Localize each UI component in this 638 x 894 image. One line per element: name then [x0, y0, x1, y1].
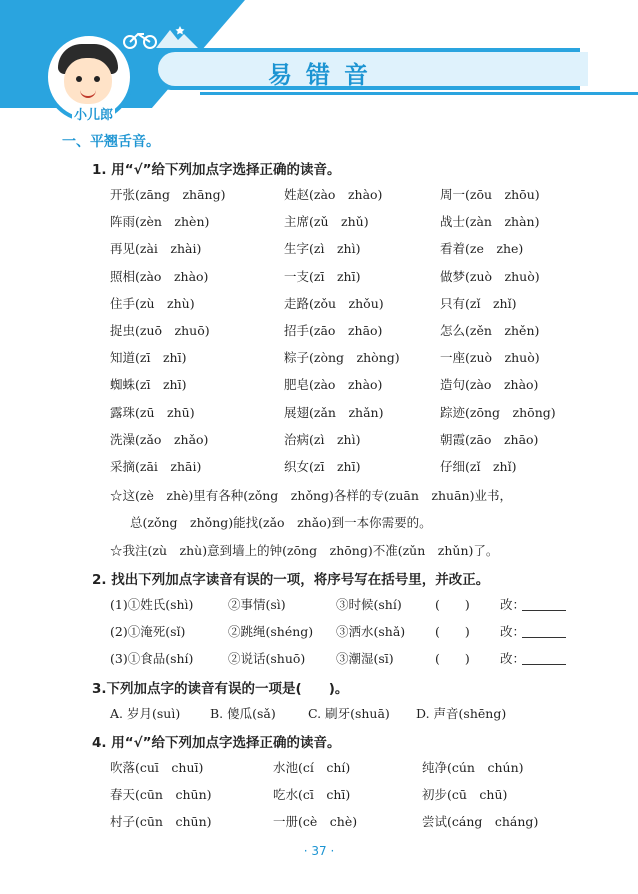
q1-item[interactable]: 走路(zǒu zhǒu)	[284, 295, 384, 311]
q4-item[interactable]: 村子(cūn chūn)	[110, 814, 212, 829]
question-1-prompt: 1. 用“√”给下列加点字选择正确的读音。	[92, 162, 341, 178]
q1-item[interactable]: 生字(zì zhì)	[284, 241, 361, 257]
q1-item[interactable]: 知道(zī zhī)	[110, 350, 187, 366]
q1-item[interactable]: 周一(zōu zhōu)	[440, 187, 540, 202]
q1-item[interactable]: 主席(zǔ zhǔ)	[284, 214, 369, 230]
q2-fix-blank[interactable]	[522, 663, 566, 665]
q2-option-a: (2)①淹死(sǐ)	[110, 624, 186, 639]
q1-item[interactable]: 采摘(zāi zhāi)	[110, 459, 202, 474]
q4-item[interactable]: 纯净(cún chún)	[422, 760, 524, 775]
q2-option-c: ③潮湿(sī)	[336, 651, 394, 666]
q3-option-c[interactable]: C. 刷牙(shuā)	[308, 706, 390, 721]
q4-item[interactable]: 一册(cè chè)	[273, 814, 358, 829]
q1-item[interactable]: 阵雨(zèn zhèn)	[110, 214, 210, 230]
bicycle-mountain-icon	[120, 24, 200, 50]
q2-option-b: ②事情(sì)	[228, 597, 286, 612]
q1-item[interactable]: 战士(zàn zhàn)	[440, 214, 540, 230]
q2-option-c: ③时候(shí)	[336, 597, 402, 612]
q1-item[interactable]: 治病(zì zhì)	[284, 431, 361, 447]
q1-item[interactable]: 织女(zī zhī)	[284, 459, 361, 474]
q4-item[interactable]: 春天(cūn chūn)	[110, 787, 212, 802]
q4-item[interactable]: 水池(cí chí)	[273, 760, 351, 775]
q4-item[interactable]: 尝试(cáng cháng)	[422, 814, 539, 829]
question-4-prompt: 4. 用“√”给下列加点字选择正确的读音。	[92, 735, 341, 751]
q1-item[interactable]: 洗澡(zǎo zhǎo)	[110, 431, 209, 447]
q1-item[interactable]: 只有(zǐ zhǐ)	[440, 295, 517, 311]
q1-item[interactable]: 粽子(zòng zhòng)	[284, 350, 400, 366]
header-divider	[200, 92, 638, 95]
q1-item[interactable]: 朝霞(zāo zhāo)	[440, 431, 539, 447]
q1-item[interactable]: 姓赵(zào zhào)	[284, 187, 383, 202]
q3-option-b[interactable]: B. 傻瓜(sǎ)	[210, 706, 276, 721]
q1-item[interactable]: 一座(zuò zhuò)	[440, 350, 540, 366]
q1-item[interactable]: 开张(zāng zhāng)	[110, 187, 226, 202]
q4-item[interactable]: 初步(cū chū)	[422, 787, 508, 802]
q1-item[interactable]: 再见(zài zhài)	[110, 241, 202, 257]
q2-fix-label: 改：	[500, 651, 526, 666]
q1-item[interactable]: 肥皂(zào zhào)	[284, 377, 383, 393]
q1-item[interactable]: 怎么(zěn zhěn)	[440, 323, 540, 338]
q1-item[interactable]: 蜘蛛(zī zhī)	[110, 377, 187, 393]
q2-answer-paren[interactable]: ( )	[435, 624, 470, 639]
q1-item[interactable]: 招手(zāo zhāo)	[284, 323, 383, 338]
q2-option-a: (3)①食品(shí)	[110, 651, 194, 666]
q1-item[interactable]: 照相(zào zhào)	[110, 268, 209, 284]
q1-item[interactable]: 做梦(zuò zhuò)	[440, 268, 540, 284]
page-number: · 37 ·	[303, 844, 335, 858]
section-title: 一、平翘舌音。	[62, 134, 160, 150]
q2-option-b: ②说话(shuō)	[228, 651, 306, 666]
question-1-sentence: ☆我注(zù zhù)意到墙上的钟(zōng zhōng)不准(zǔn zhǔn)了。	[110, 543, 499, 558]
q1-item[interactable]: 展翅(zǎn zhǎn)	[284, 404, 384, 420]
q1-item[interactable]: 踪迹(zōng zhōng)	[440, 404, 556, 420]
q2-answer-paren[interactable]: ( )	[435, 597, 470, 612]
q1-item[interactable]: 看着(ze zhe)	[440, 241, 524, 257]
q1-item[interactable]: 住手(zù zhù)	[110, 295, 195, 311]
q2-fix-label: 改：	[500, 624, 526, 639]
page-title: 易错音	[268, 61, 382, 89]
q2-option-c: ③洒水(shǎ)	[336, 624, 406, 639]
q1-item[interactable]: 仔细(zǐ zhǐ)	[440, 459, 517, 474]
avatar-label: 小儿郎	[72, 104, 115, 123]
q2-fix-blank[interactable]	[522, 636, 566, 638]
q2-fix-blank[interactable]	[522, 609, 566, 611]
avatar-eye-icon	[76, 76, 82, 82]
q4-item[interactable]: 吹落(cuī chuī)	[110, 760, 204, 775]
q3-option-a[interactable]: A. 岁月(suì)	[110, 706, 181, 721]
question-2-prompt: 2. 找出下列加点字读音有误的一项，将序号写在括号里，并改正。	[92, 572, 490, 588]
avatar-eye-icon	[94, 76, 100, 82]
q1-item[interactable]: 露珠(zū zhū)	[110, 404, 195, 420]
q3-option-d[interactable]: D. 声音(shēng)	[416, 706, 507, 721]
q1-item[interactable]: 造句(zào zhào)	[440, 377, 539, 393]
q1-item[interactable]: 一支(zī zhī)	[284, 268, 361, 284]
question-1-sentence: 总(zǒng zhǒng)能找(zǎo zhǎo)到一本你需要的。	[130, 515, 432, 530]
q2-fix-label: 改：	[500, 597, 526, 612]
q2-option-a: (1)①姓氏(shì)	[110, 597, 194, 612]
question-1-sentence: ☆这(zè zhè)里有各种(zǒng zhǒng)各样的专(zuān zhuān)业书，	[110, 488, 512, 503]
q1-item[interactable]: 捉虫(zuō zhuō)	[110, 323, 210, 338]
q4-item[interactable]: 吃水(cī chī)	[273, 787, 351, 802]
question-3-prompt: 3.下列加点字的读音有误的一项是( )。	[92, 681, 349, 697]
q2-answer-paren[interactable]: ( )	[435, 651, 470, 666]
q2-option-b: ②跳绳(shéng)	[228, 624, 314, 639]
